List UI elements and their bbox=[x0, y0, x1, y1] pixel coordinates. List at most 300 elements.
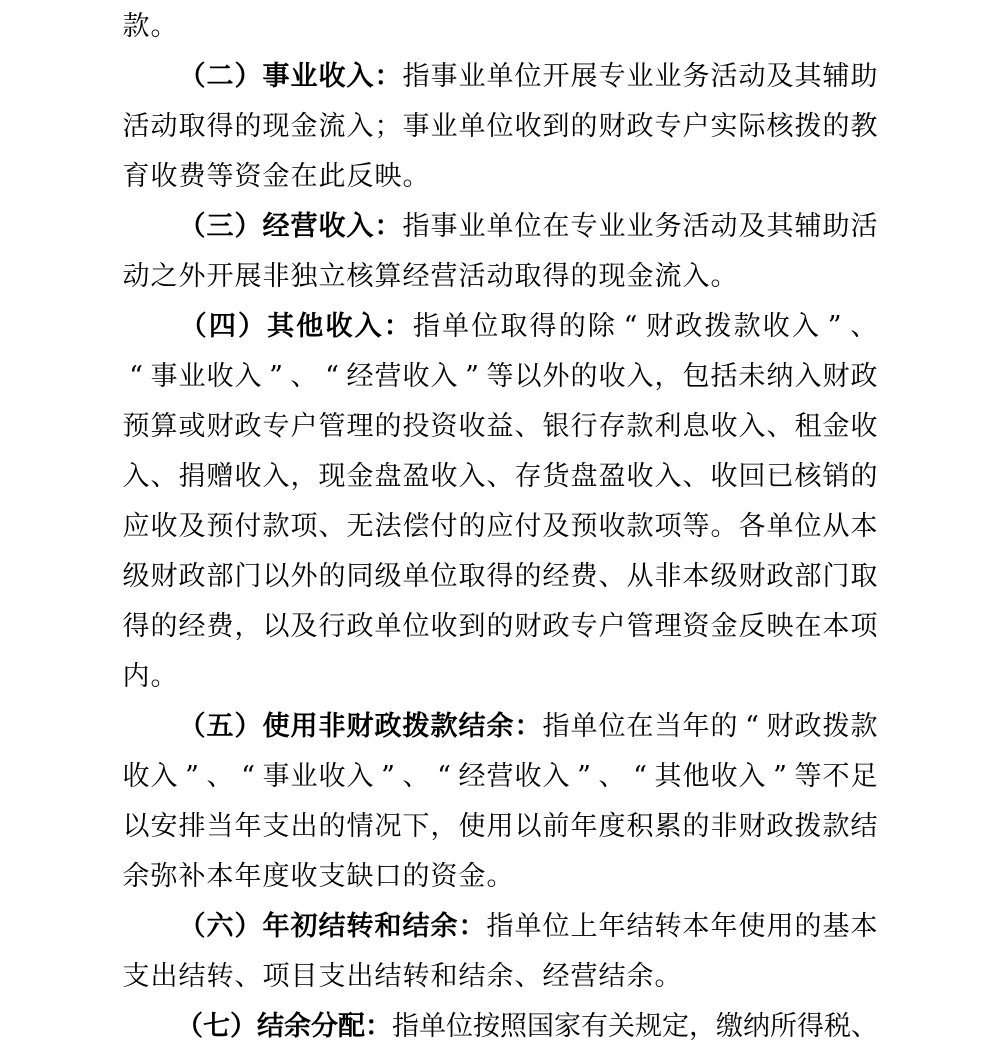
body-char: 、 bbox=[234, 961, 262, 992]
body-char: 本 bbox=[822, 611, 850, 642]
body-char: 收 bbox=[514, 761, 542, 792]
body-char: 位 bbox=[446, 1011, 473, 1042]
body-char: 支 bbox=[262, 811, 290, 842]
body-char: 业 bbox=[430, 111, 458, 142]
body-char: 足 bbox=[850, 761, 878, 792]
body-char: 金 bbox=[458, 861, 486, 892]
body-char: 年 bbox=[234, 811, 262, 842]
heading-char: （ bbox=[178, 911, 206, 942]
body-char: 结 bbox=[178, 961, 206, 992]
body-char: 收 bbox=[234, 461, 262, 492]
body-char: 拨 bbox=[794, 111, 822, 142]
first-line-indent bbox=[122, 77, 178, 78]
first-line-indent bbox=[122, 327, 178, 328]
body-char: 得 bbox=[797, 1011, 824, 1042]
body-char: 取 bbox=[178, 111, 206, 142]
body-char: 销 bbox=[822, 461, 850, 492]
body-char: ， bbox=[290, 461, 318, 492]
body-char: 上 bbox=[570, 911, 598, 942]
body-char: 赠 bbox=[206, 461, 234, 492]
text-line bbox=[122, 902, 878, 952]
text-line bbox=[122, 202, 878, 252]
heading-char: 收 bbox=[325, 311, 353, 342]
body-char: 安 bbox=[150, 811, 178, 842]
body-char: 业 bbox=[654, 61, 682, 92]
body-char: 收 bbox=[206, 361, 234, 392]
body-char: 非 bbox=[262, 261, 290, 292]
body-char: 财 bbox=[598, 111, 626, 142]
body-char: “ bbox=[623, 311, 638, 342]
body-char: 之 bbox=[150, 261, 178, 292]
paragraph bbox=[122, 702, 878, 902]
body-char: 开 bbox=[206, 261, 234, 292]
body-char: 法 bbox=[374, 511, 402, 542]
body-char: 回 bbox=[738, 461, 766, 492]
body-char: 在 bbox=[542, 211, 570, 242]
body-char: 活 bbox=[710, 61, 738, 92]
body-char: 收 bbox=[710, 761, 738, 792]
body-char: 款 bbox=[122, 11, 150, 42]
body-char: 银 bbox=[542, 411, 570, 442]
heading-char: ） bbox=[234, 711, 262, 742]
heading-char: 分 bbox=[311, 1011, 338, 1042]
body-char: 收 bbox=[514, 111, 542, 142]
text-line bbox=[122, 702, 878, 752]
heading-char: 和 bbox=[374, 911, 402, 942]
body-char: 项 bbox=[290, 511, 318, 542]
body-char: 转 bbox=[206, 961, 234, 992]
body-char: 投 bbox=[402, 411, 430, 442]
body-char: 经 bbox=[402, 261, 430, 292]
body-char: 费 bbox=[178, 161, 206, 192]
heading-char: ： bbox=[374, 211, 402, 242]
body-char: 政 bbox=[542, 611, 570, 642]
body-char: 收 bbox=[122, 761, 150, 792]
text-line bbox=[122, 102, 878, 152]
text-line bbox=[122, 852, 878, 902]
body-char: 结 bbox=[626, 911, 654, 942]
heading-char: 配 bbox=[338, 1011, 365, 1042]
body-char: 得 bbox=[122, 611, 150, 642]
body-char: 存 bbox=[598, 411, 626, 442]
body-char: 政 bbox=[766, 561, 794, 592]
body-char: 独 bbox=[290, 261, 318, 292]
body-char: 的 bbox=[682, 811, 710, 842]
body-char: 指 bbox=[392, 1011, 419, 1042]
body-char: 家 bbox=[554, 1011, 581, 1042]
text-line bbox=[122, 802, 878, 852]
body-char: 款 bbox=[850, 711, 878, 742]
body-char: 、 bbox=[402, 761, 430, 792]
body-char: 户 bbox=[682, 111, 710, 142]
body-char: 结 bbox=[850, 811, 878, 842]
body-char: 结 bbox=[598, 961, 626, 992]
first-line-indent bbox=[122, 727, 178, 728]
body-char: 营 bbox=[374, 361, 402, 392]
body-char: 息 bbox=[682, 411, 710, 442]
heading-char: ） bbox=[237, 311, 265, 342]
body-char: 及 bbox=[738, 211, 766, 242]
body-char: 排 bbox=[178, 811, 206, 842]
text-line bbox=[122, 1002, 878, 1052]
body-char: 政 bbox=[850, 361, 878, 392]
body-char: 偿 bbox=[402, 511, 430, 542]
body-char: ” bbox=[465, 361, 479, 392]
body-char: 资 bbox=[430, 861, 458, 892]
body-char: 盈 bbox=[402, 461, 430, 492]
body-char: 收 bbox=[850, 411, 878, 442]
body-char: 营 bbox=[570, 961, 598, 992]
body-char: 位 bbox=[542, 911, 570, 942]
heading-char: 使 bbox=[262, 711, 290, 742]
body-char: 部 bbox=[794, 561, 822, 592]
body-char: 财 bbox=[206, 411, 234, 442]
text-line bbox=[122, 152, 878, 202]
body-char: 使 bbox=[458, 811, 486, 842]
body-char: 从 bbox=[626, 561, 654, 592]
body-char: 核 bbox=[346, 261, 374, 292]
body-char: 各 bbox=[738, 511, 766, 542]
body-char: 项 bbox=[850, 611, 878, 642]
body-char: 取 bbox=[500, 311, 528, 342]
body-char: 活 bbox=[682, 211, 710, 242]
text-column bbox=[122, 2, 878, 1052]
body-char: 营 bbox=[486, 761, 514, 792]
body-char: 存 bbox=[514, 461, 542, 492]
heading-char: 七 bbox=[203, 1011, 230, 1042]
body-char: 收 bbox=[710, 461, 738, 492]
body-char: 实 bbox=[710, 111, 738, 142]
body-char: 度 bbox=[598, 811, 626, 842]
body-char: 业 bbox=[178, 361, 206, 392]
body-char: 位 bbox=[598, 711, 626, 742]
body-char: 单 bbox=[442, 311, 470, 342]
body-char: 专 bbox=[262, 411, 290, 442]
body-char: 缴 bbox=[716, 1011, 743, 1042]
paragraph bbox=[122, 902, 878, 1002]
heading-char: ） bbox=[234, 911, 262, 942]
heading-char: ： bbox=[365, 1011, 392, 1042]
body-char: 在 bbox=[626, 711, 654, 742]
heading-char: 结 bbox=[402, 911, 430, 942]
body-char: 、 bbox=[598, 561, 626, 592]
body-char: 得 bbox=[542, 261, 570, 292]
text-line bbox=[122, 652, 878, 702]
paragraph bbox=[122, 52, 878, 202]
body-char: 管 bbox=[318, 411, 346, 442]
body-char: 动 bbox=[122, 261, 150, 292]
body-char: 、 bbox=[290, 361, 318, 392]
body-char: 单 bbox=[486, 211, 514, 242]
body-char: 、 bbox=[318, 511, 346, 542]
text-line bbox=[122, 52, 878, 102]
body-char: 部 bbox=[206, 561, 234, 592]
body-char: 货 bbox=[542, 461, 570, 492]
body-char: 收 bbox=[150, 511, 178, 542]
body-char: 的 bbox=[486, 611, 514, 642]
body-char: 开 bbox=[542, 61, 570, 92]
body-char: 出 bbox=[150, 961, 178, 992]
body-char: 度 bbox=[262, 861, 290, 892]
body-char: 位 bbox=[514, 61, 542, 92]
body-char: 营 bbox=[430, 261, 458, 292]
body-char: 出 bbox=[346, 961, 374, 992]
body-char: ” bbox=[577, 761, 591, 792]
body-char: 专 bbox=[654, 111, 682, 142]
body-char: 得 bbox=[486, 561, 514, 592]
heading-char: 五 bbox=[206, 711, 234, 742]
body-char: 位 bbox=[402, 611, 430, 642]
body-char: 、 bbox=[206, 761, 234, 792]
heading-char: 转 bbox=[346, 911, 374, 942]
body-char: 等 bbox=[682, 511, 710, 542]
paragraph bbox=[122, 202, 878, 302]
paragraph bbox=[122, 2, 878, 52]
body-char: 有 bbox=[581, 1011, 608, 1042]
first-line-indent bbox=[122, 927, 178, 928]
heading-char: （ bbox=[178, 61, 206, 92]
body-char: 收 bbox=[402, 361, 430, 392]
heading-char: 三 bbox=[206, 211, 234, 242]
first-line-indent bbox=[122, 227, 178, 228]
body-char: 内 bbox=[122, 661, 150, 692]
body-char: 事 bbox=[402, 111, 430, 142]
body-char: 情 bbox=[346, 811, 374, 842]
body-char: 展 bbox=[570, 61, 598, 92]
body-char: 育 bbox=[122, 161, 150, 192]
body-char: ” bbox=[381, 761, 395, 792]
body-char: 务 bbox=[654, 211, 682, 242]
body-char: 动 bbox=[486, 261, 514, 292]
body-char: 的 bbox=[318, 811, 346, 842]
body-char: 拨 bbox=[822, 711, 850, 742]
body-char: 此 bbox=[318, 161, 346, 192]
body-char: 单 bbox=[419, 1011, 446, 1042]
body-char: 映 bbox=[374, 161, 402, 192]
body-char: 支 bbox=[318, 861, 346, 892]
heading-char: 二 bbox=[206, 61, 234, 92]
body-char: 支 bbox=[318, 961, 346, 992]
body-char: 入 bbox=[262, 461, 290, 492]
body-char: 反 bbox=[346, 161, 374, 192]
body-char: 财 bbox=[646, 311, 674, 342]
heading-char: （ bbox=[179, 311, 207, 342]
heading-char: 事 bbox=[262, 61, 290, 92]
body-char: 户 bbox=[598, 611, 626, 642]
body-char: 事 bbox=[430, 211, 458, 242]
body-char: 支 bbox=[122, 961, 150, 992]
body-char: 经 bbox=[542, 961, 570, 992]
body-char: 及 bbox=[766, 61, 794, 92]
body-char: 。 bbox=[710, 511, 738, 542]
body-char: 款 bbox=[822, 811, 850, 842]
body-char: 门 bbox=[234, 561, 262, 592]
body-char: ； bbox=[374, 111, 402, 142]
body-char: 指 bbox=[412, 311, 440, 342]
heading-char: 收 bbox=[318, 61, 346, 92]
body-char: 本 bbox=[850, 511, 878, 542]
body-char: 反 bbox=[738, 611, 766, 642]
body-char: 等 bbox=[206, 161, 234, 192]
body-char: 入 bbox=[794, 361, 822, 392]
body-char: 使 bbox=[738, 911, 766, 942]
body-char: 外 bbox=[290, 561, 318, 592]
body-char: 财 bbox=[738, 561, 766, 592]
body-char: 前 bbox=[542, 811, 570, 842]
body-char: 财 bbox=[150, 561, 178, 592]
body-char: 转 bbox=[402, 961, 430, 992]
heading-char: 结 bbox=[318, 911, 346, 942]
body-char: 除 bbox=[587, 311, 615, 342]
body-char: 映 bbox=[766, 611, 794, 642]
body-char: 级 bbox=[122, 561, 150, 592]
body-char: 收 bbox=[430, 461, 458, 492]
body-char: 所 bbox=[770, 1011, 797, 1042]
body-char: 的 bbox=[318, 561, 346, 592]
body-char: 动 bbox=[738, 61, 766, 92]
body-char: 。 bbox=[486, 861, 514, 892]
body-char: 入 bbox=[346, 111, 374, 142]
body-char: 的 bbox=[822, 111, 850, 142]
body-char: 、 bbox=[851, 1011, 878, 1042]
body-char: 动 bbox=[150, 111, 178, 142]
heading-char: 入 bbox=[346, 61, 374, 92]
body-char: 得 bbox=[529, 311, 557, 342]
body-char: 资 bbox=[682, 611, 710, 642]
body-char: 付 bbox=[234, 511, 262, 542]
body-char: 、 bbox=[486, 461, 514, 492]
body-char: 经 bbox=[346, 361, 374, 392]
body-char: 无 bbox=[346, 511, 374, 542]
body-char: 单 bbox=[486, 61, 514, 92]
body-char: 位 bbox=[430, 561, 458, 592]
body-char: 的 bbox=[558, 311, 586, 342]
body-char: 的 bbox=[794, 911, 822, 942]
body-char: 事 bbox=[262, 761, 290, 792]
heading-char: 他 bbox=[296, 311, 324, 342]
body-char: ， bbox=[689, 1011, 716, 1042]
body-char: 非 bbox=[654, 561, 682, 592]
paragraph bbox=[122, 302, 878, 702]
body-char: 门 bbox=[822, 561, 850, 592]
body-char: 行 bbox=[318, 611, 346, 642]
body-char: 的 bbox=[374, 411, 402, 442]
body-char: 算 bbox=[374, 261, 402, 292]
body-char: ” bbox=[773, 761, 787, 792]
body-char: 金 bbox=[710, 611, 738, 642]
body-char: 专 bbox=[598, 61, 626, 92]
body-char: 未 bbox=[738, 361, 766, 392]
body-char: 纳 bbox=[766, 361, 794, 392]
body-char: 单 bbox=[514, 911, 542, 942]
body-char: 财 bbox=[822, 361, 850, 392]
body-char: 本 bbox=[206, 861, 234, 892]
body-char: 收 bbox=[598, 511, 626, 542]
body-char: 政 bbox=[178, 561, 206, 592]
body-char: 户 bbox=[290, 411, 318, 442]
body-char: 余 bbox=[486, 961, 514, 992]
body-char: 累 bbox=[654, 811, 682, 842]
body-char: 照 bbox=[500, 1011, 527, 1042]
body-char: 入 bbox=[738, 411, 766, 442]
body-char: 年 bbox=[234, 861, 262, 892]
body-char: 。 bbox=[402, 161, 430, 192]
text-line bbox=[122, 402, 878, 452]
body-char: 财 bbox=[514, 611, 542, 642]
body-char: 业 bbox=[458, 211, 486, 242]
body-char: 业 bbox=[458, 61, 486, 92]
body-char: 政 bbox=[234, 411, 262, 442]
body-char: 入 bbox=[150, 761, 178, 792]
body-char: 政 bbox=[675, 311, 703, 342]
body-char: 的 bbox=[570, 361, 598, 392]
body-char: 款 bbox=[733, 311, 761, 342]
body-char: 在 bbox=[290, 161, 318, 192]
body-char: 应 bbox=[486, 511, 514, 542]
body-char: 费 bbox=[570, 561, 598, 592]
body-char: 关 bbox=[608, 1011, 635, 1042]
body-char: 付 bbox=[514, 511, 542, 542]
body-char: 理 bbox=[346, 411, 374, 442]
text-line bbox=[122, 952, 878, 1002]
body-char: 拨 bbox=[704, 311, 732, 342]
body-char: 辅 bbox=[794, 211, 822, 242]
body-char: 的 bbox=[850, 461, 878, 492]
body-char: 、 bbox=[598, 761, 626, 792]
heading-char: （ bbox=[178, 211, 206, 242]
body-char: 纳 bbox=[743, 1011, 770, 1042]
body-char: 结 bbox=[374, 961, 402, 992]
body-char: 动 bbox=[710, 211, 738, 242]
body-char: 转 bbox=[654, 911, 682, 942]
body-char: 捐 bbox=[178, 461, 206, 492]
heading-char: 四 bbox=[208, 311, 236, 342]
body-char: 金 bbox=[626, 261, 654, 292]
heading-char: （ bbox=[178, 711, 206, 742]
body-char: 级 bbox=[710, 561, 738, 592]
body-char: 业 bbox=[598, 211, 626, 242]
body-char: 教 bbox=[850, 111, 878, 142]
body-char: 基 bbox=[822, 911, 850, 942]
body-char: ” bbox=[269, 361, 283, 392]
body-char: 流 bbox=[654, 261, 682, 292]
body-char: 等 bbox=[794, 761, 822, 792]
body-char: 入 bbox=[738, 761, 766, 792]
body-char: 和 bbox=[430, 961, 458, 992]
body-char: 利 bbox=[654, 411, 682, 442]
heading-char: ： bbox=[374, 61, 402, 92]
body-char: “ bbox=[325, 361, 339, 392]
body-char: 其 bbox=[654, 761, 682, 792]
body-char: 单 bbox=[458, 111, 486, 142]
body-char: 位 bbox=[486, 111, 514, 142]
heading-char: 入 bbox=[346, 211, 374, 242]
body-char: 弥 bbox=[150, 861, 178, 892]
body-char: 收 bbox=[458, 411, 486, 442]
body-char: “ bbox=[633, 761, 647, 792]
body-char: 国 bbox=[527, 1011, 554, 1042]
body-char: 应 bbox=[122, 511, 150, 542]
body-char: 款 bbox=[262, 511, 290, 542]
body-char: 专 bbox=[570, 211, 598, 242]
body-char: 租 bbox=[794, 411, 822, 442]
body-char: 规 bbox=[635, 1011, 662, 1042]
body-char: 缺 bbox=[346, 861, 374, 892]
body-char: 金 bbox=[262, 161, 290, 192]
body-char: ” bbox=[185, 761, 199, 792]
body-char: 以 bbox=[122, 811, 150, 842]
body-char: 活 bbox=[458, 261, 486, 292]
